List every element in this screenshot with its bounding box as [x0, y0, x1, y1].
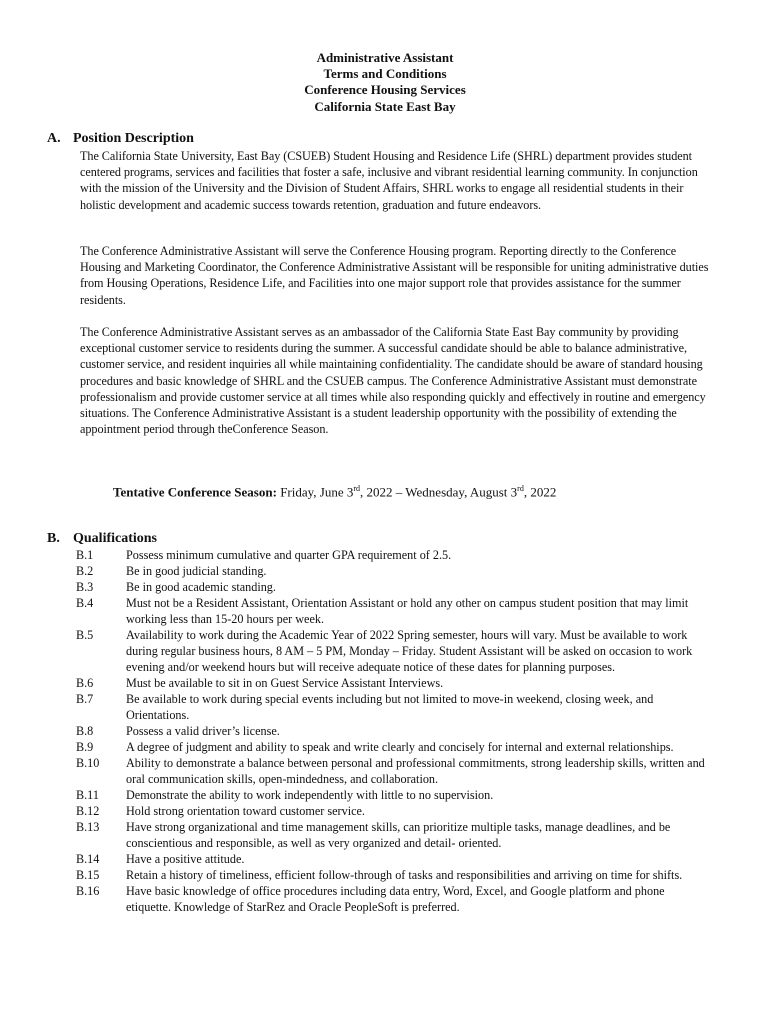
qualification-text: Must not be a Resident Assistant, Orientation Assistant or hold any other on campus student position that may limit working less than 15-20 hours per week. — [126, 596, 689, 626]
season-end: , 2022 — [523, 484, 557, 500]
list-item — [0, 739, 770, 755]
qualification-text: Demonstrate the ability to work independently with little to no supervision. — [126, 788, 494, 802]
qualification-number: B.6 — [76, 676, 94, 690]
qualifications-list — [0, 547, 770, 915]
header-program: Conference Housing Services — [304, 82, 466, 98]
qualification-text: Have strong organizational and time management skills, can prioritize multiple tasks, manage deadlines, and be conscientious and responsible, as well as very organized and detail- oriented. — [126, 820, 671, 850]
qualification-number: B.8 — [76, 724, 94, 738]
section-b-letter: B. — [47, 531, 60, 546]
qualification-text: Availability to work during the Academic Year of 2022 Spring semester, hours will vary. Must be available to work during regular business hours, 8 AM – 5 PM, Monday – Friday. Student Assistant will be asked on occasion to work evening and/or weekend hours but will receive adequate notice of these dates for planning purposes. — [126, 628, 693, 674]
qualification-text: Must be available to sit in on Guest Service Assistant Interviews. — [126, 676, 444, 690]
list-item — [0, 579, 770, 595]
qualification-text: Be in good judicial standing. — [126, 564, 267, 578]
qualification-number: B.16 — [76, 884, 100, 898]
season-end-suffix: rd — [517, 484, 524, 493]
qualification-text: Retain a history of timeliness, efficient follow-through of tasks and responsibilities and arriving on time for shifts. — [126, 868, 683, 882]
list-item — [0, 867, 770, 883]
qualification-number: B.9 — [76, 740, 94, 754]
qualification-number: B.12 — [76, 804, 100, 818]
header-subtitle: Terms and Conditions — [323, 66, 447, 82]
document-header — [0, 50, 770, 115]
season-start-suffix: rd — [353, 484, 361, 493]
qualification-number: B.10 — [76, 756, 100, 770]
qualification-text: Be in good academic standing. — [126, 580, 276, 594]
qualification-number: B.7 — [76, 692, 94, 706]
header-title: Administrative Assistant — [316, 50, 454, 65]
list-item — [0, 547, 770, 563]
season-label: Tentative Conference Season: — [113, 484, 277, 500]
section-a-title: Position Description — [73, 131, 194, 146]
list-item — [0, 851, 770, 867]
section-a-paragraph: The California State University, East Bay (CSUEB) Student Housing and Residence Life (SHRL) department provides student centered programs, services and facilities that foster a safe, inclusive and vibrant residential learning community. In conjunction with the mission of the University and the Division of Student Affairs, SHRL works to engage all residential students in their holistic development and academic success towards retention, graduation and future endeavors. — [80, 149, 698, 212]
list-item — [0, 755, 770, 787]
qualification-text: Have basic knowledge of office procedures including data entry, Word, Excel, and Google platform and phone etiquette. Knowledge of StarRez and Oracle PeopleSoft is preferred. — [126, 884, 665, 914]
section-a-letter: A. — [47, 131, 61, 146]
season-middle: , 2022 – Wednesday, August 3 — [360, 484, 518, 500]
qualification-number: B.5 — [76, 628, 94, 642]
list-item — [0, 723, 770, 739]
qualification-number: B.1 — [76, 548, 94, 562]
conference-season-line — [113, 484, 556, 500]
list-item — [0, 787, 770, 803]
qualification-text: Be available to work during special events including but not limited to move-in weekend, closing week, and Orientations. — [126, 692, 654, 722]
list-item — [0, 883, 770, 915]
qualification-number: B.14 — [76, 852, 100, 866]
list-item — [0, 675, 770, 691]
qualification-text: Possess a valid driver’s license. — [126, 724, 280, 738]
section-b-title: Qualifications — [73, 531, 158, 546]
qualification-text: Possess minimum cumulative and quarter GPA requirement of 2.5. — [126, 548, 452, 562]
header-institution: California State East Bay — [314, 98, 456, 114]
season-start: Friday, June 3 — [280, 484, 354, 500]
list-item — [0, 691, 770, 723]
list-item — [0, 627, 770, 675]
qualification-text: Have a positive attitude. — [126, 852, 245, 866]
list-item — [0, 803, 770, 819]
qualification-number: B.3 — [76, 580, 94, 594]
section-a-paragraph: The Conference Administrative Assistant will serve the Conference Housing program. Reporting directly to the Conference Housing and Marketing Coordinator, the Conference Administrative Assistant will be responsible for uniting administrative duties from Housing Operations, Residence Life, and Facilities into one major support role that provides assistance for the summer residents. — [80, 244, 709, 307]
qualification-number: B.13 — [76, 820, 100, 834]
list-item — [0, 563, 770, 579]
qualification-number: B.11 — [76, 788, 99, 802]
qualification-number: B.15 — [76, 868, 100, 882]
list-item — [0, 595, 770, 627]
qualification-text: Ability to demonstrate a balance between personal and professional commitments, strong leadership skills, written and oral communication skills, open-mindedness, and collaboration. — [126, 756, 705, 786]
qualification-text: Hold strong orientation toward customer service. — [126, 804, 365, 818]
list-item — [0, 819, 770, 851]
section-a-paragraph: The Conference Administrative Assistant serves as an ambassador of the California State East Bay community by providing exceptional customer service to residents during the summer. A successful candidate should be able to balance administrative, customer service, and resident inquiries all while maintaining confidentiality. The candidate should be aware of standard housing procedures and basic knowledge of SHRL and the CSUEB campus. The Conference Administrative Assistant must demonstrate professionalism and provide customer service at all times while also responding quickly and effectively in routine and emergency situations. The Conference Administrative Assistant is a student leadership opportunity with the possibility of extending the appointment period through theConference Season. — [80, 325, 706, 437]
qualification-number: B.4 — [76, 596, 94, 610]
qualification-number: B.2 — [76, 564, 94, 578]
qualification-text: A degree of judgment and ability to speak and write clearly and concisely for internal and external relationships. — [126, 740, 674, 754]
